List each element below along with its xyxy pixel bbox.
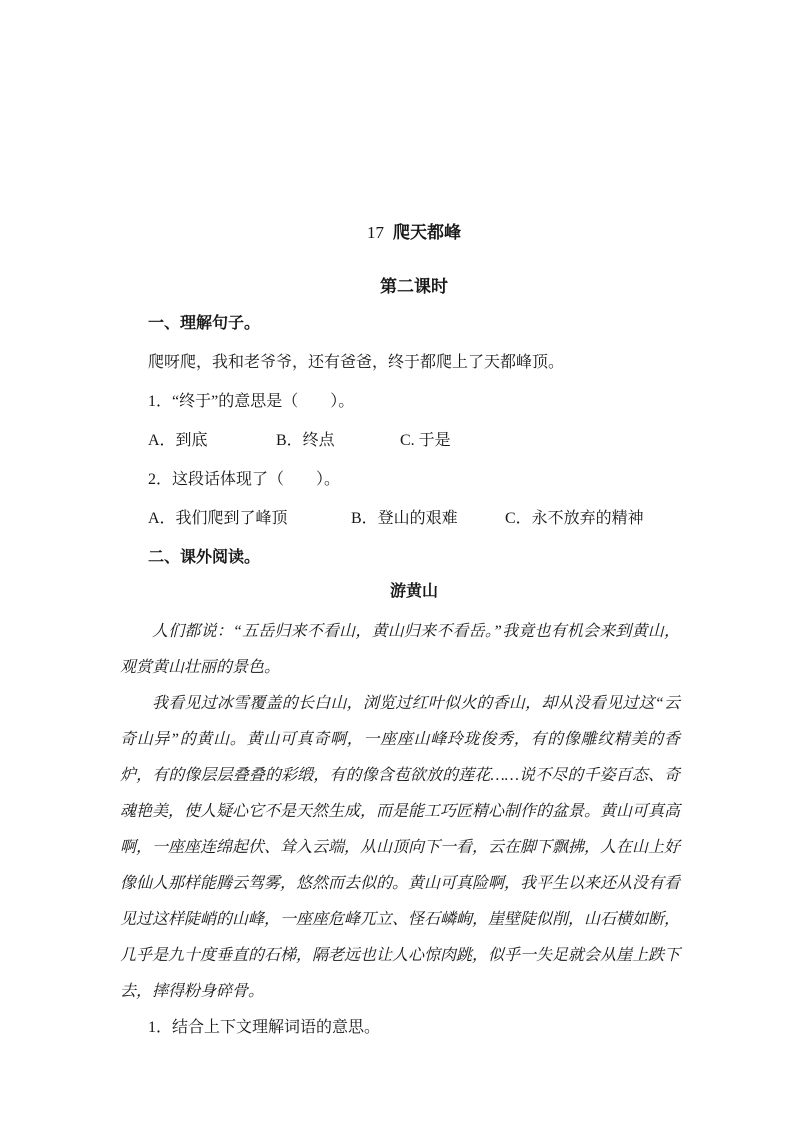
lesson-title: 爬天都峰	[393, 223, 461, 242]
section2-heading: 二、课外阅读。	[148, 549, 261, 566]
page-title	[148, 222, 680, 244]
lesson-number: 17	[367, 223, 384, 242]
section-comprehension	[148, 314, 680, 568]
reading-passage	[120, 614, 680, 1010]
q2-option-c: C．永不放弃的精神	[505, 510, 644, 527]
passage-paragraph-2: 我看见过冰雪覆盖的长白山，浏览过红叶似火的香山，却从没看见过这“云奇山异”的黄山。黄山可真奇啊，一座座山峰玲珑俊秀，有的像雕纹精美的香炉，有的像层层叠叠的彩缎，有的像含苞欲放的莲花……说不尽的千姿百态、奇魂艳美，使人疑心它不是天然生成，而是能工巧匠精心制作的盆景。黄山可真高啊，一座座连绵起伏、耸入云端，从山顶向下一看，云在脚下飘拂，人在山上好像仙人那样能腾云驾雾，悠然而去似的。黄山可真险啊，我平生以来还从没有看见过这样陡峭的山峰，一座座危峰兀立、怪石嶙峋，崖壁陡似削，山石横如断，几乎是九十度垂直的石梯，隔老远也让人心惊肉跳，似乎一失足就会从崖上跌下去，摔得粉身碎骨。	[120, 695, 681, 1000]
q2-option-a: A．我们爬到了峰顶	[148, 510, 288, 527]
quoted-sentence: 爬呀爬，我和老爷爷，还有爸爸，终于都爬上了天都峰顶。	[148, 354, 565, 371]
question-1-options	[148, 431, 680, 451]
question-2-options	[148, 509, 680, 529]
passage-title: 游黄山	[389, 583, 438, 600]
section1-heading: 一、理解句子。	[148, 315, 261, 332]
question-1: 1．“终于”的意思是（ ）。	[148, 393, 355, 410]
q1-option-a: A．到底	[148, 432, 208, 449]
passage-question-1: 1．结合上下文理解词语的意思。	[148, 1019, 381, 1036]
q1-option-c: C. 于是	[400, 432, 451, 449]
q2-option-b: B．登山的艰难	[351, 510, 458, 527]
passage-paragraph-1: 人们都说：“五岳归来不看山，黄山归来不看岳。”我竟也有机会来到黄山，观赏黄山壮丽的景色。	[120, 623, 680, 676]
session-title: 第二课时	[380, 277, 448, 296]
q1-option-b: B．终点	[276, 432, 335, 449]
question-2: 2．这段话体现了（ ）。	[148, 471, 341, 488]
